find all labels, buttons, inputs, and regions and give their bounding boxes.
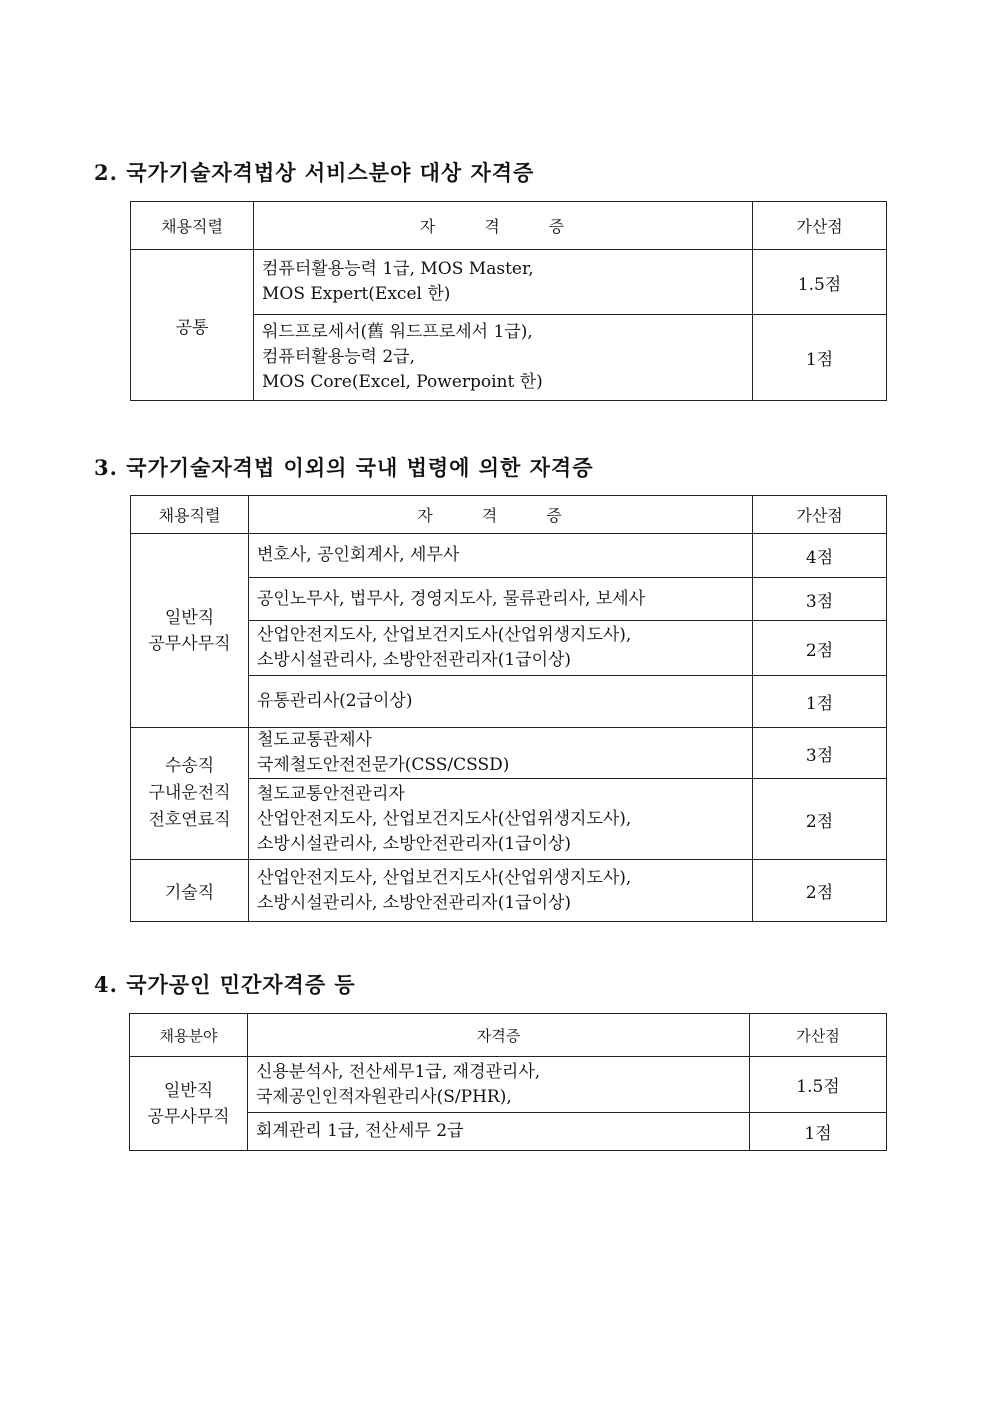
category-cell — [131, 534, 249, 728]
category-line: 일반직 — [163, 1080, 214, 1101]
certificate-cell — [254, 315, 753, 401]
category-cell — [131, 860, 249, 922]
header-field: 채용분야 — [130, 1014, 248, 1057]
points-cell: 4점 — [753, 534, 887, 578]
certificate-cell — [248, 1057, 750, 1113]
points-cell: 3점 — [753, 578, 887, 621]
category-line: 기술직 — [164, 883, 215, 903]
certificate-line: 워드프로세서(舊 워드프로세서 1급), — [262, 322, 533, 342]
header-certificate: 자격증 — [248, 1014, 750, 1057]
section-4-table — [129, 1013, 887, 1151]
table-row — [131, 728, 887, 779]
certificate-cell — [254, 250, 753, 315]
certificate-cell — [249, 779, 753, 860]
certificate-line: 철도교통안전관리자 — [257, 783, 405, 804]
certificate-line: 국제철도안전전문가(CSS/CSSD) — [257, 755, 510, 775]
certificate-cell — [249, 621, 753, 676]
category-line: 일반직 — [164, 607, 215, 628]
certificate-line: 컴퓨터활용능력 2급, — [262, 347, 415, 367]
table-row — [131, 250, 887, 315]
points-cell: 2점 — [753, 779, 887, 860]
points-cell: 1점 — [753, 315, 887, 401]
header-points: 가산점 — [753, 202, 887, 250]
certificate-line: 산업안전지도사, 산업보건지도사(산업위생지도사), — [257, 808, 632, 829]
section-3-table — [130, 495, 887, 922]
points-cell: 1.5점 — [753, 250, 887, 315]
certificate-line: 산업안전지도사, 산업보건지도사(산업위생지도사), — [257, 867, 632, 888]
points-cell: 1점 — [753, 676, 887, 728]
table-row — [130, 1057, 887, 1113]
certificate-cell — [249, 728, 753, 779]
header-points: 가산점 — [753, 496, 887, 534]
table-header-row — [131, 496, 887, 534]
certificate-cell — [249, 534, 753, 578]
category-line: 공무사무직 — [147, 1106, 230, 1127]
points-cell: 1.5점 — [750, 1057, 887, 1113]
table-row — [131, 860, 887, 922]
certificate-line: 소방시설관리사, 소방안전관리자(1급이상) — [257, 833, 572, 854]
certificate-line: 유통관리사(2급이상) — [257, 691, 413, 711]
section-2-table — [130, 201, 887, 401]
certificate-line: 신용분석사, 전산세무1급, 재경관리사, — [256, 1061, 541, 1082]
certificate-cell — [249, 676, 753, 728]
category-cell: 공통 — [131, 250, 254, 401]
certificate-line: 공인노무사, 법무사, 경영지도사, 물류관리사, 보세사 — [257, 588, 646, 609]
certificate-line: 소방시설관리사, 소방안전관리자(1급이상) — [257, 892, 572, 913]
header-points: 가산점 — [750, 1014, 887, 1057]
certificate-line: 국제공인인적자원관리사(S/PHR), — [256, 1086, 512, 1107]
certificate-line: 컴퓨터활용능력 1급, MOS Master, — [262, 259, 534, 279]
header-position: 채용직렬 — [131, 496, 249, 534]
certificate-line: 회계관리 1급, 전산세무 2급 — [256, 1121, 464, 1141]
header-position: 채용직렬 — [131, 202, 254, 250]
certificate-line: MOS Expert(Excel 한) — [262, 284, 451, 304]
certificate-line: 철도교통관제사 — [257, 730, 372, 750]
certificate-line: MOS Core(Excel, Powerpoint 한) — [262, 372, 543, 392]
category-line: 구내운전직 — [148, 783, 231, 803]
header-certificate: 자 격 증 — [254, 202, 753, 250]
certificate-cell — [249, 578, 753, 621]
category-cell — [130, 1057, 248, 1151]
points-cell: 2점 — [753, 621, 887, 676]
certificate-cell — [249, 860, 753, 922]
section-2-heading: 2. 국가기술자격법상 서비스분야 대상 자격증 — [94, 160, 535, 185]
section-4-heading: 4. 국가공인 민간자격증 등 — [94, 972, 356, 997]
header-certificate: 자 격 증 — [249, 496, 753, 534]
category-line: 전호연료직 — [148, 810, 231, 830]
points-cell: 3점 — [753, 728, 887, 779]
section-3-heading: 3. 국가기술자격법 이외의 국내 법령에 의한 자격증 — [94, 455, 594, 480]
category-cell — [131, 728, 249, 860]
points-cell: 1점 — [750, 1113, 887, 1151]
category-line: 공무사무직 — [148, 633, 231, 654]
certificate-line: 산업안전지도사, 산업보건지도사(산업위생지도사), — [257, 625, 632, 645]
certificate-cell — [248, 1113, 750, 1151]
table-header-row — [131, 202, 887, 250]
table-row — [131, 534, 887, 578]
certificate-line: 소방시설관리사, 소방안전관리자(1급이상) — [257, 650, 572, 670]
category-line: 수송직 — [164, 756, 215, 776]
certificate-line: 변호사, 공인회계사, 세무사 — [257, 545, 460, 565]
points-cell: 2점 — [753, 860, 887, 922]
table-header-row — [130, 1014, 887, 1057]
